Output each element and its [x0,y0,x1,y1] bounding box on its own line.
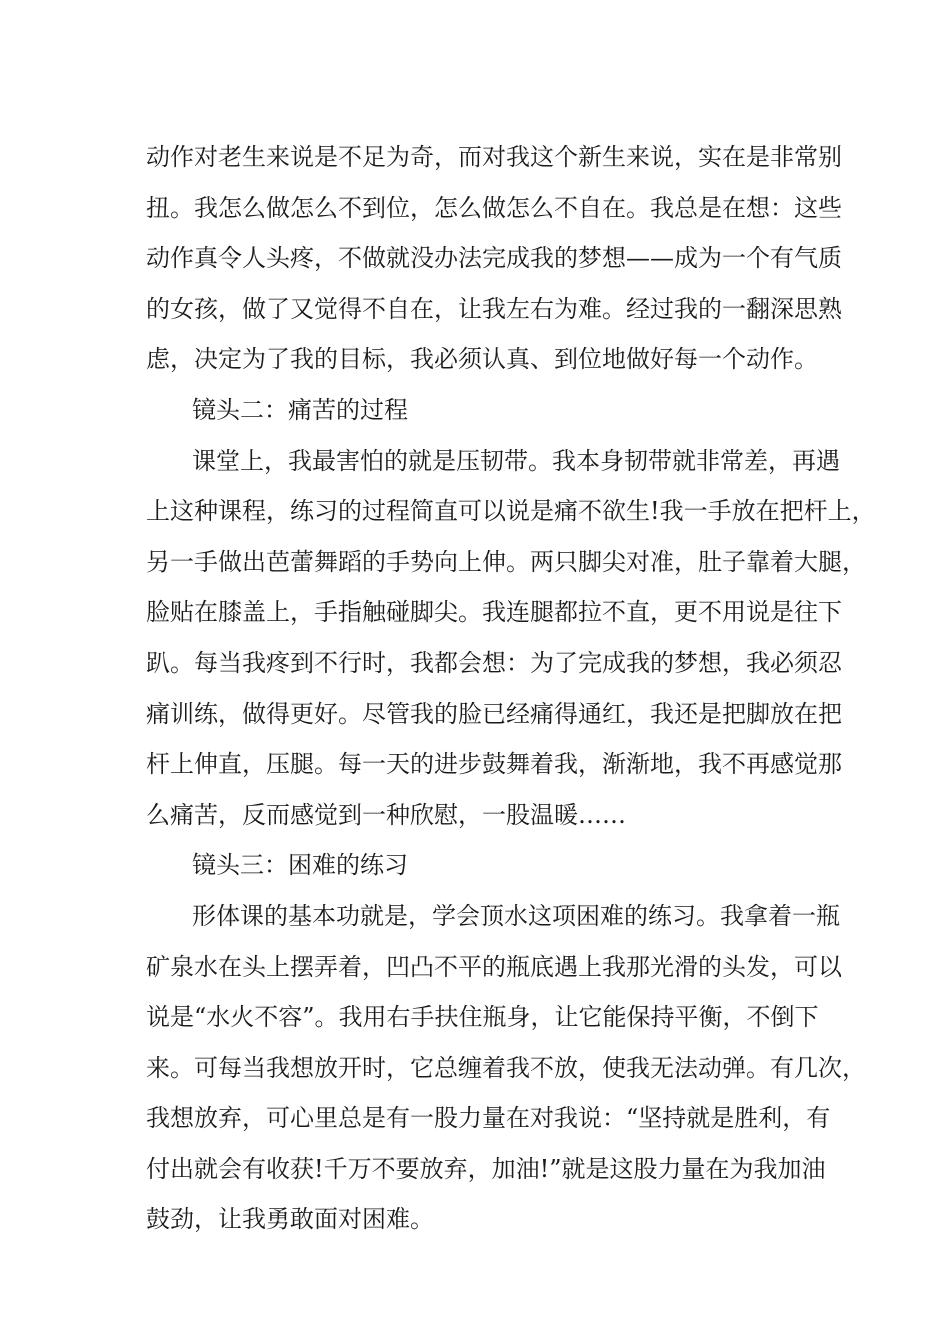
section-heading: 镜头三：困难的练习 [192,851,408,880]
text-line: 痛训练，做得更好。尽管我的脸已经痛得通红，我还是把脚放在把 [146,699,842,728]
text-line: 趴。每当我疼到不行时，我都会想：为了完成我的梦想，我必须忍 [146,648,842,677]
text-line: 矿泉水在头上摆弄着，凹凸不平的瓶底遇上我那光滑的头发，可以 [146,952,842,981]
text-line: 动作真令人头疼，不做就没办法完成我的梦想——成为一个有气质 [146,244,842,273]
text-line: 付出就会有收获!千万不要放弃，加油!”就是这股力量在为我加油 [146,1154,826,1183]
text-line: 虑，决定为了我的目标，我必须认真、到位地做好每一个动作。 [146,345,818,374]
text-line: 扭。我怎么做怎么不到位，怎么做怎么不自在。我总是在想：这些 [146,193,842,222]
text-line: 鼓劲，让我勇敢面对困难。 [146,1205,434,1234]
section-heading: 镜头二：痛苦的过程 [192,395,408,424]
text-line: 上这种课程，练习的过程简直可以说是痛不欲生!我一手放在把杆上， [146,497,876,526]
text-line: 脸贴在膝盖上，手指触碰脚尖。我连腿都拉不直，更不用说是往下 [146,598,842,627]
text-line: 的女孩，做了又觉得不自在，让我左右为难。经过我的一翻深思熟 [146,294,842,323]
text-line: 么痛苦，反而感觉到一种欣慰，一股温暖…… [146,800,626,829]
paragraph-first-line: 形体课的基本功就是，学会顶水这项困难的练习。我拿着一瓶 [192,901,840,930]
text-line: 我想放弃，可心里总是有一股力量在对我说：“坚持就是胜利，有 [146,1104,831,1133]
text-line: 来。可每当我想放开时，它总缠着我不放，使我无法动弹。有几次， [146,1053,866,1082]
document-body [146,132,876,1245]
text-line: 动作对老生来说是不足为奇，而对我这个新生来说，实在是非常别 [146,143,842,171]
paragraph-first-line: 课堂上，我最害怕的就是压韧带。我本身韧带就非常差，再遇 [192,446,840,475]
text-line: 另一手做出芭蕾舞蹈的手势向上伸。两只脚尖对准，肚子靠着大腿， [146,547,866,576]
text-line: 说是“水火不容”。我用右手扶住瓶身，让它能保持平衡，不倒下 [146,1003,819,1032]
text-line: 杆上伸直，压腿。每一天的进步鼓舞着我，渐渐地，我不再感觉那 [146,750,842,779]
